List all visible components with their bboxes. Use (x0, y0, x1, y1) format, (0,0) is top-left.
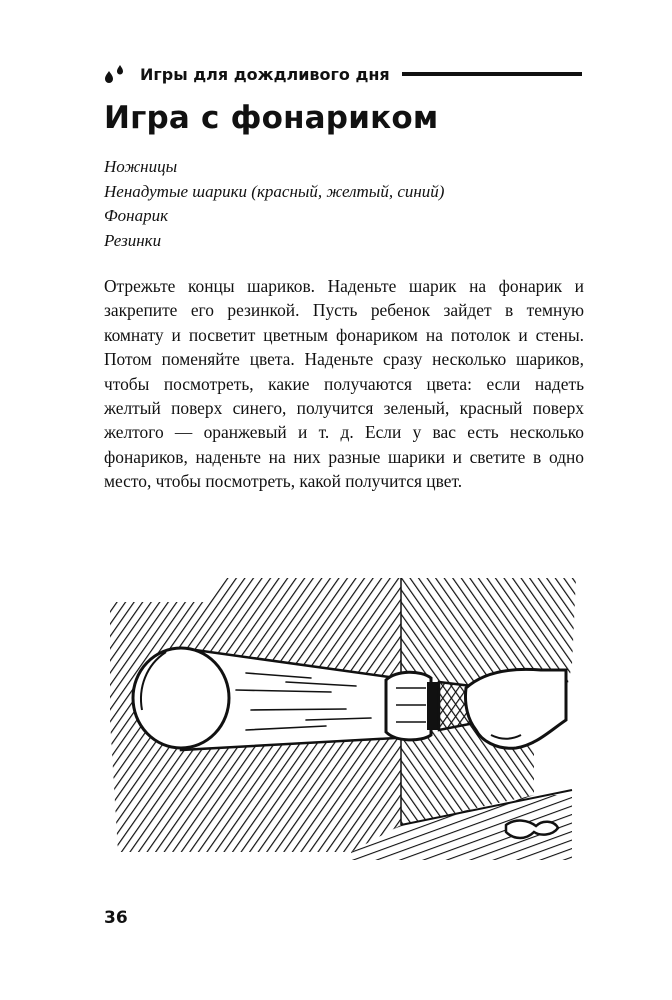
section-title: Игры для дождливого дня (140, 64, 390, 84)
material-item: Ненадутые шарики (красный, желтый, синий) (104, 181, 445, 201)
page-number: 36 (104, 908, 128, 928)
header-rule (402, 72, 582, 76)
body-paragraph: Отрежьте концы шариков. Наденьте шарик на фонарик и закрепите его резинкой. Пусть ребенок зайдет в темную комнату и посветит цветным фонариком на потолок и стены. Потом поменяйте цвета. Наденьте сразу несколько шариков, чтобы посмотреть, какие получаются цвета: если надеть желтый поверх синего, получится зеленый, красный поверх желтого — оранжевый и т. д. Если у вас есть несколько фонариков, наденьте на них разные шарики и светите в одно место, чтобы посмотреть, какой получится цвет. (104, 276, 584, 492)
materials-list (104, 155, 444, 253)
material-item: Фонарик (104, 206, 169, 225)
material-item: Резинки (104, 230, 162, 250)
balloon-cap (386, 672, 431, 740)
raindrops-icon (104, 64, 130, 84)
page-title: Игра с фонариком (104, 100, 439, 136)
material-item: Ножницы (104, 157, 178, 176)
running-header (104, 62, 582, 86)
flashlight-illustration (96, 570, 586, 860)
light-spot (133, 648, 229, 748)
